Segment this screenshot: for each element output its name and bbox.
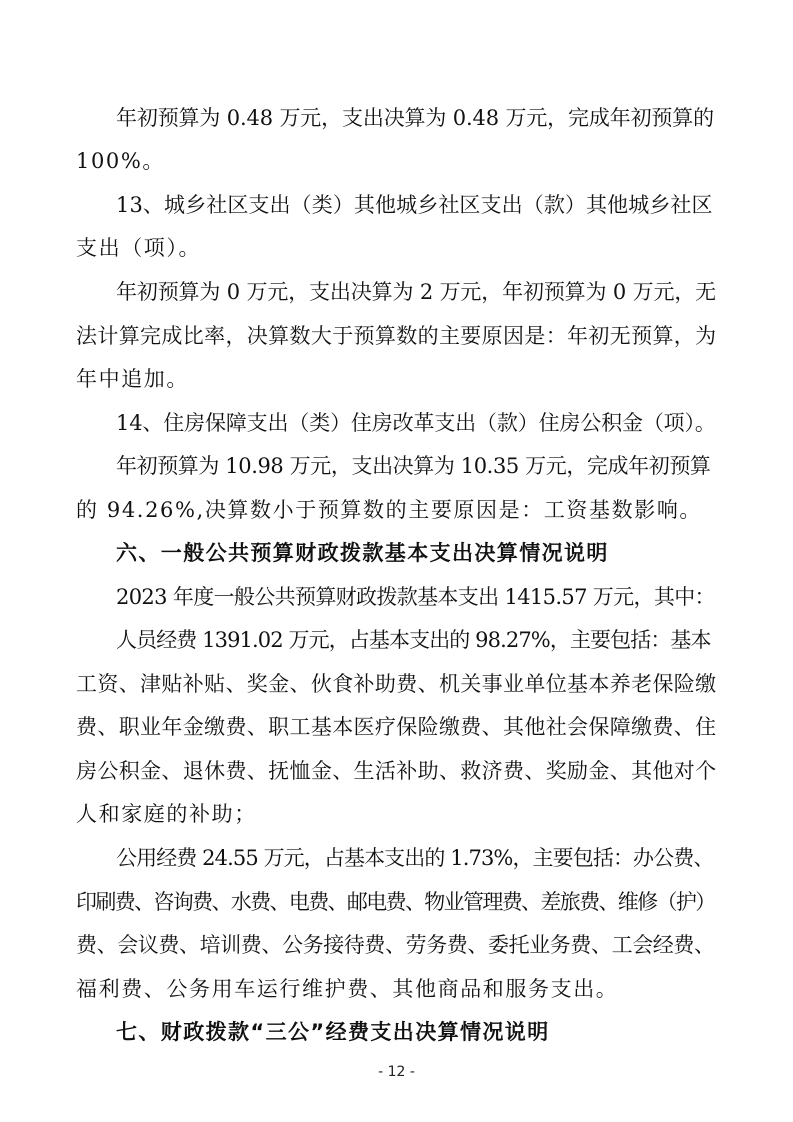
paragraph-line: 支出（项）。 bbox=[76, 236, 202, 260]
paragraph-line: 人员经费 1391.02 万元，占基本支出的 98.27%，主要包括：基本 bbox=[116, 628, 711, 652]
paragraph-line: 13、城乡社区支出（类）其他城乡社区支出（款）其他城乡社区 bbox=[116, 193, 713, 217]
section-heading: 六、一般公共预算财政拨款基本支出决算情况说明 bbox=[116, 541, 609, 565]
paragraph-line: 100%。 bbox=[76, 149, 166, 173]
paragraph-line: 年中追加。 bbox=[76, 367, 189, 391]
paragraph-line: 工资、津贴补贴、奖金、伙食补助费、机关事业单位基本养老保险缴 bbox=[76, 672, 717, 696]
paragraph-line: 费、会议费、培训费、公务接待费、劳务费、委托业务费、工会经费、 bbox=[76, 933, 715, 957]
paragraph-line: 法计算完成比率，决算数大于预算数的主要原因是：年初无预算，为 bbox=[76, 324, 717, 348]
paragraph-line: 费、职业年金缴费、职工基本医疗保险缴费、其他社会保障缴费、住 bbox=[76, 715, 717, 739]
paragraph-line: 公用经费 24.55 万元，占基本支出的 1.73%，主要包括：办公费、 bbox=[116, 846, 714, 870]
paragraph-line: 14、住房保障支出（类）住房改革支出（款）住房公积金（项）。 bbox=[116, 411, 716, 435]
paragraph-line: 年初预算为 0.48 万元，支出决算为 0.48 万元，完成年初预算的 bbox=[116, 106, 714, 130]
paragraph-line: 年初预算为 0 万元，支出决算为 2 万元，年初预算为 0 万元，无 bbox=[116, 280, 717, 304]
paragraph-line: 2023 年度一般公共预算财政拨款基本支出 1415.57 万元，其中： bbox=[116, 585, 715, 609]
page-number: - 12 - bbox=[378, 1064, 415, 1080]
paragraph-line: 人和家庭的补助； bbox=[76, 802, 257, 826]
paragraph-line: 房公积金、退休费、抚恤金、生活补助、救济费、奖励金、其他对个 bbox=[76, 759, 717, 783]
paragraph-line: 印刷费、咨询费、水费、电费、邮电费、物业管理费、差旅费、维修（护） bbox=[76, 890, 715, 914]
paragraph-line: 年初预算为 10.98 万元，支出决算为 10.35 万元，完成年初预算 bbox=[116, 454, 711, 478]
paragraph-line: 福利费、公务用车运行维护费、其他商品和服务支出。 bbox=[76, 977, 619, 1001]
section-heading: 七、财政拨款“三公”经费支出决算情况说明 bbox=[116, 1020, 550, 1044]
paragraph-line: 的 94.26%,决算数小于预算数的主要原因是：工资基数影响。 bbox=[76, 498, 703, 522]
